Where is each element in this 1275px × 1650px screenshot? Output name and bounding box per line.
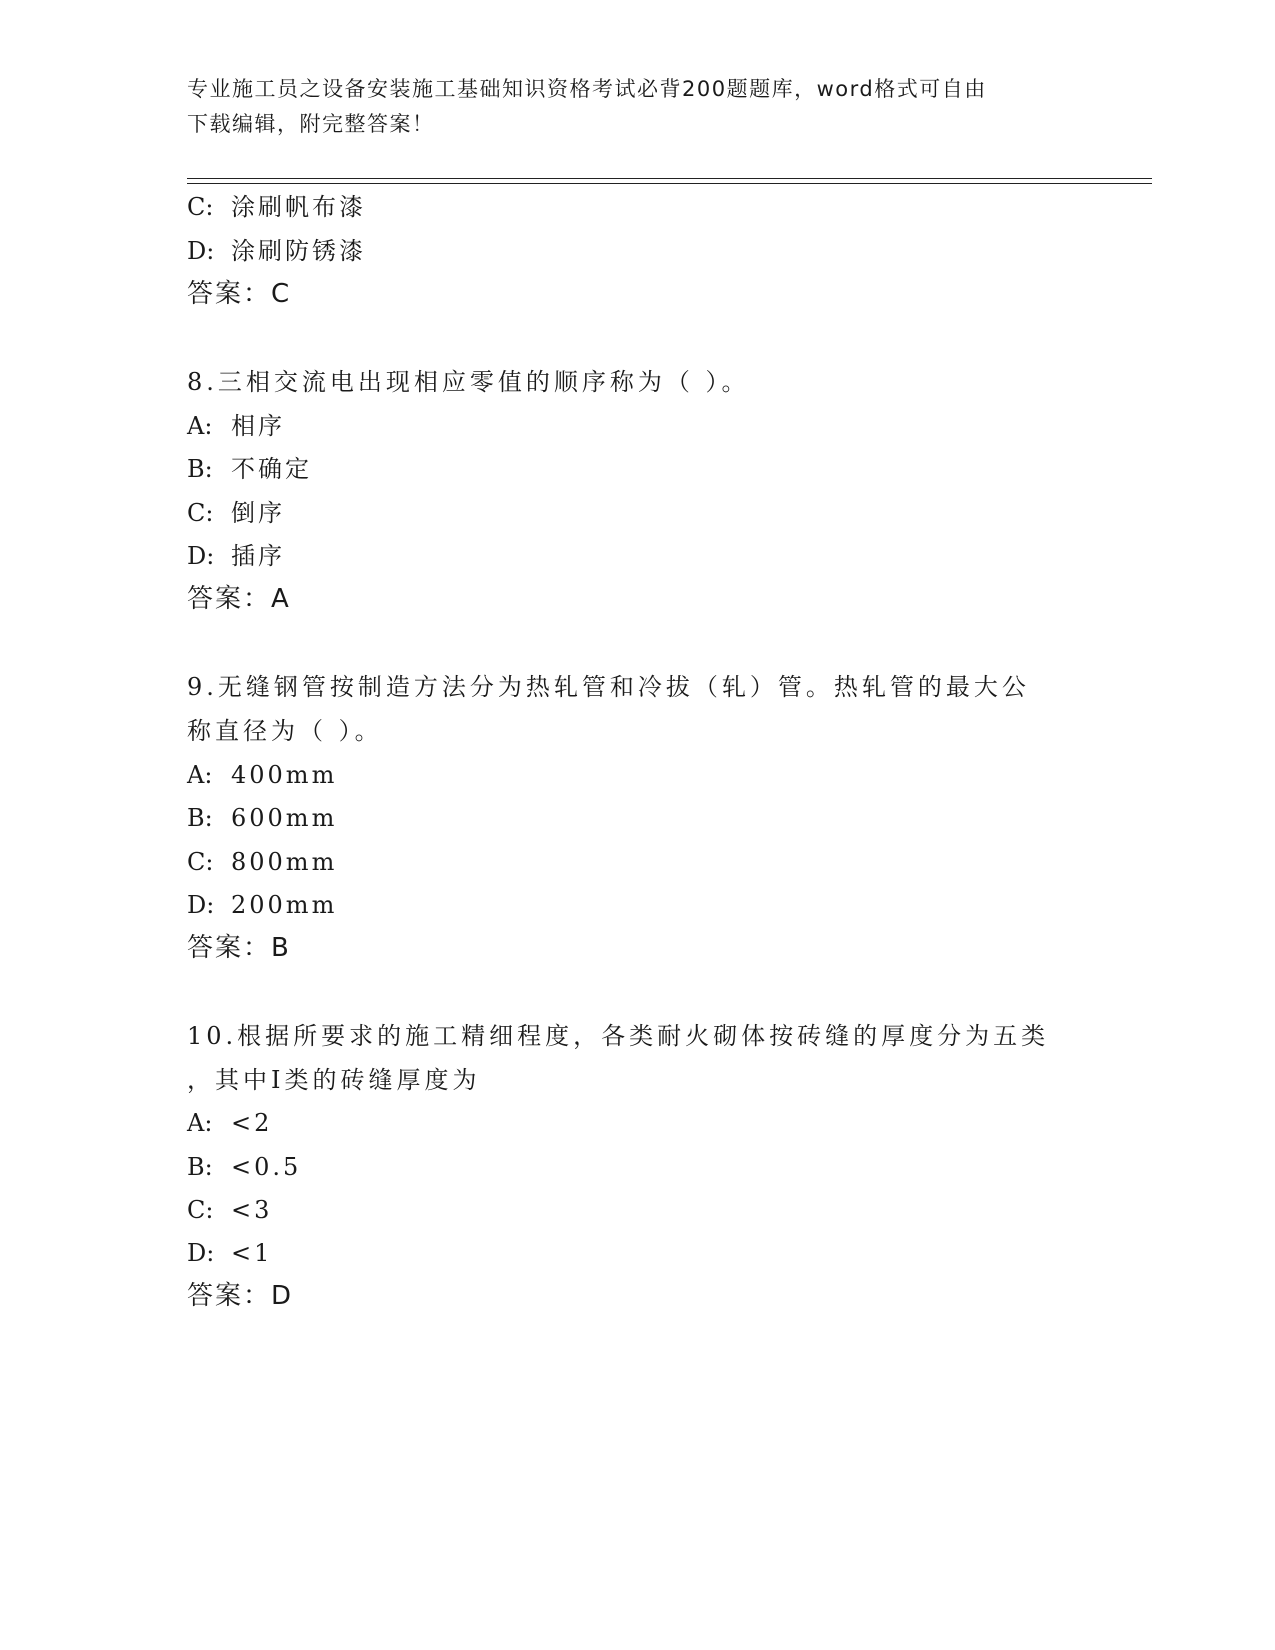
q9-option-c [187, 847, 337, 877]
q8-option-c [187, 498, 285, 528]
header-line-2: 下载编辑，附完整答案！ [187, 112, 435, 136]
header-divider-bottom [187, 183, 1152, 184]
option-text: 涂刷帆布漆 [231, 193, 366, 221]
q10-option-c [187, 1195, 272, 1225]
option-key: C: [187, 193, 214, 221]
option-key: C: [187, 1196, 214, 1224]
option-key: D: [187, 237, 215, 265]
option-key: D: [187, 891, 215, 919]
q7-answer: 答案：C [187, 279, 292, 309]
q8-question: 8.三相交流电出现相应零值的顺序称为（ ）。 [187, 368, 750, 396]
q8-option-a [187, 411, 285, 441]
option-key: B: [187, 455, 213, 483]
option-key: C: [187, 848, 214, 876]
option-text: 400mm [231, 761, 338, 789]
q9-option-d [187, 890, 337, 920]
q8-answer: 答案：A [187, 584, 291, 614]
option-key: D: [187, 542, 215, 570]
q9-option-b [187, 803, 337, 833]
q10-answer: 答案：D [187, 1281, 294, 1311]
option-text: 不确定 [231, 455, 312, 483]
q8-option-d [187, 541, 285, 571]
option-text: 涂刷防锈漆 [231, 237, 366, 265]
q7-option-c [187, 192, 366, 222]
option-text: <1 [231, 1239, 273, 1267]
option-key: B: [187, 804, 213, 832]
option-key: A: [187, 1109, 213, 1137]
header-divider-top [187, 178, 1152, 179]
header-line-1: 专业施工员之设备安装施工基础知识资格考试必背200题题库，word格式可自由 [187, 77, 987, 101]
option-key: A: [187, 761, 213, 789]
option-text: <0.5 [231, 1153, 302, 1181]
option-key: A: [187, 412, 213, 440]
q9-answer: 答案：B [187, 933, 291, 963]
option-text: 800mm [231, 848, 338, 876]
option-text: 倒序 [231, 499, 285, 527]
option-key: B: [187, 1153, 213, 1181]
option-text: <3 [231, 1196, 273, 1224]
q10-question-line-2: ，其中Ⅰ类的砖缝厚度为 [187, 1066, 481, 1094]
q9-option-a [187, 760, 337, 790]
document-header [187, 72, 1087, 142]
q9-question-line-1: 9.无缝钢管按制造方法分为热轧管和冷拔（轧）管。热轧管的最大公 [187, 673, 1030, 701]
option-key: C: [187, 499, 214, 527]
q10-option-a [187, 1108, 272, 1138]
option-text: <2 [231, 1109, 273, 1137]
option-text: 插序 [231, 542, 285, 570]
q8-option-b [187, 454, 312, 484]
q10-question-line-1: 10.根据所要求的施工精细程度，各类耐火砌体按砖缝的厚度分为五类 [187, 1022, 1050, 1050]
q10-option-b [187, 1152, 301, 1182]
q9-question-line-2: 称直径为（ ）。 [187, 717, 383, 745]
q10-option-d [187, 1238, 272, 1268]
q7-option-d [187, 236, 366, 266]
option-text: 200mm [231, 891, 338, 919]
option-text: 600mm [231, 804, 338, 832]
option-key: D: [187, 1239, 215, 1267]
option-text: 相序 [231, 412, 285, 440]
